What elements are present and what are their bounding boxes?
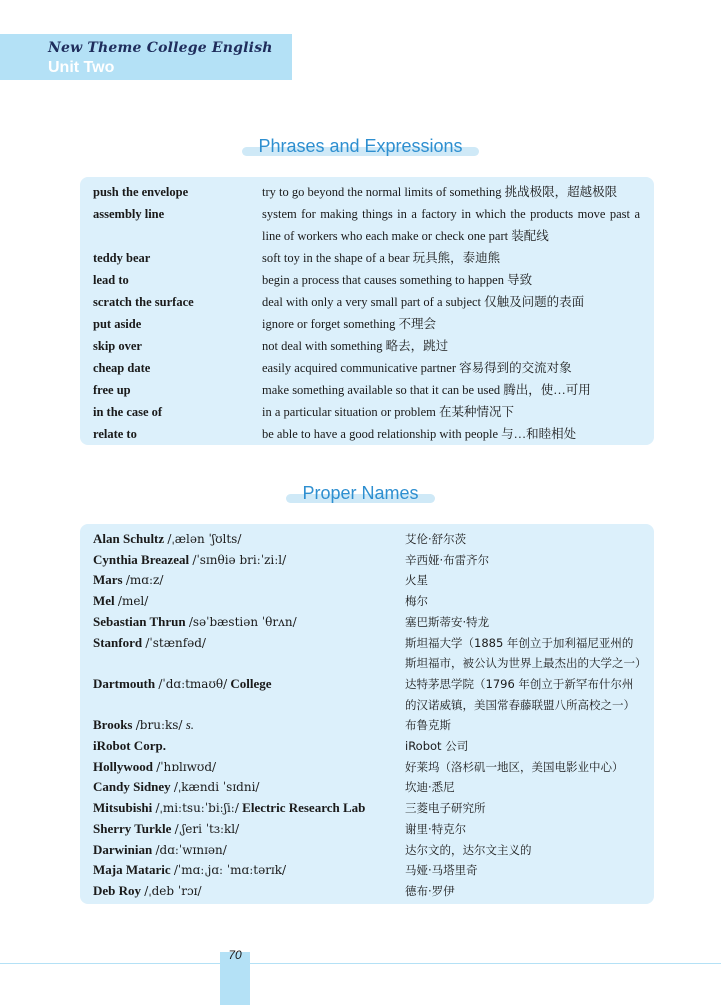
phrase-term: lead to xyxy=(93,273,129,287)
proper-name: Mel xyxy=(93,593,115,609)
phrases-heading xyxy=(0,136,721,157)
proper-name: Alan Schultz xyxy=(93,531,165,546)
proper-name-entry xyxy=(93,715,194,736)
proper-name: Sherry Turkle xyxy=(93,820,172,836)
proper-name-entry xyxy=(93,550,286,571)
chinese-translation: 三菱电子研究所 xyxy=(405,801,486,816)
proper-name-entry xyxy=(93,736,166,757)
chinese-translation: 德布·罗伊 xyxy=(405,883,455,898)
phrases-box xyxy=(80,177,654,445)
proper-name-row xyxy=(80,715,654,736)
proper-name-row xyxy=(80,881,654,902)
chinese-translation: 达尔文的，达尔文主义的 xyxy=(405,842,532,857)
pronunciation: /mɑːz/ xyxy=(125,573,164,588)
chinese-translation: 辛西娅·布雷齐尔 xyxy=(405,552,490,567)
proper-name-entry xyxy=(93,529,241,550)
phrase-row xyxy=(80,335,654,357)
phrase-term: put aside xyxy=(93,317,142,331)
abbreviation: s. xyxy=(185,717,195,733)
proper-name-row xyxy=(80,674,654,715)
proper-name-row xyxy=(80,591,654,612)
proper-name-entry xyxy=(93,757,216,778)
phrase-row xyxy=(80,357,654,379)
chinese-translation: iRobot 公司 xyxy=(405,739,469,754)
unit-title: Unit Two xyxy=(48,59,115,76)
chinese-translation: 坎迪·悉尼 xyxy=(405,780,455,795)
phrase-row xyxy=(80,291,654,313)
proper-name-row xyxy=(80,757,654,778)
pronunciation: /ˈstænfəd/ xyxy=(145,635,206,650)
phrase-term: free up xyxy=(93,383,131,397)
phrase-row xyxy=(80,269,654,291)
pronunciation: /ˈsɪnθiə briːˈziːl/ xyxy=(192,552,287,567)
book-title: New Theme College English xyxy=(48,40,273,56)
pronunciation: /dɑːˈwɪnɪən/ xyxy=(155,842,227,857)
phrase-row xyxy=(80,313,654,335)
phrase-term: push the envelope xyxy=(93,185,189,199)
phrase-definition: not deal with something 略去，跳过 xyxy=(262,339,449,353)
proper-name-entry xyxy=(93,570,163,591)
chinese-translation: 好莱坞（洛杉矶一地区，美国电影业中心） xyxy=(405,759,624,774)
pronunciation: /mel/ xyxy=(117,594,149,609)
phrase-term: scratch the surface xyxy=(93,295,194,309)
proper-name-entry xyxy=(93,840,227,861)
chinese-translation: 谢里·特克尔 xyxy=(405,821,467,836)
proper-name: Mitsubishi xyxy=(93,800,153,816)
proper-name-row xyxy=(80,798,654,819)
chinese-translation: 火星 xyxy=(405,573,428,588)
phrase-row xyxy=(80,181,654,203)
phrase-term: cheap date xyxy=(93,361,151,375)
phrase-definition: soft toy in the shape of a bear 玩具熊，泰迪熊 xyxy=(262,251,501,265)
phrase-definition: be able to have a good relationship with people 与…和睦相处 xyxy=(262,427,577,441)
phrase-definition: in a particular situation or problem 在某种情况下 xyxy=(262,405,515,419)
phrase-term: in the case of xyxy=(93,405,163,419)
proper-name: Cynthia Breazeal xyxy=(93,551,190,567)
proper-name-suffix: Electric Research Lab xyxy=(242,800,366,816)
phrase-definition: easily acquired communicative partner 容易得到的交流对象 xyxy=(262,361,572,375)
chinese-translation: 斯坦福大学（1885 年创立于加利福尼亚州的斯坦福市，被公认为世界上最杰出的大学之一） xyxy=(405,635,647,671)
pronunciation: /ˌʃeri ˈtɜːkl/ xyxy=(174,821,240,836)
proper-name: Dartmouth xyxy=(93,675,156,691)
proper-name: Hollywood xyxy=(93,758,153,774)
phrase-term: assembly line xyxy=(93,207,165,221)
proper-name: Stanford xyxy=(93,634,143,650)
proper-name-row xyxy=(80,550,654,571)
proper-name-entry xyxy=(93,591,148,612)
proper-name-entry xyxy=(93,798,365,819)
proper-names-box xyxy=(80,524,654,904)
proper-name: Maja Mataric xyxy=(93,862,171,878)
proper-name: Mars xyxy=(93,572,123,588)
phrase-definition: begin a process that causes something to happen 导致 xyxy=(262,273,533,287)
proper-name-entry xyxy=(93,777,259,798)
proper-name-row xyxy=(80,860,654,881)
proper-name: Darwinian xyxy=(93,841,153,857)
pronunciation: /ˈdɑːtmaʊθ/ xyxy=(158,676,228,691)
proper-name-row xyxy=(80,736,654,757)
proper-name: iRobot Corp. xyxy=(93,738,166,754)
proper-name-entry xyxy=(93,612,297,633)
phrase-term: teddy bear xyxy=(93,251,151,265)
pronunciation: /ˌmiːtsuːˈbiːʃiː/ xyxy=(155,801,239,816)
proper-name: Deb Roy xyxy=(93,882,142,898)
pronunciation: /ˈhɒlɪwʊd/ xyxy=(156,759,217,774)
phrases-heading-text: Phrases and Expressions xyxy=(258,136,463,156)
phrase-row xyxy=(80,401,654,423)
phrase-definition: try to go beyond the normal limits of something 挑战极限，超越极限 xyxy=(262,185,618,199)
pronunciation: /səˈbæstiən ˈθrʌn/ xyxy=(188,614,297,629)
pronunciation: /ˌdeb ˈrɔɪ/ xyxy=(144,883,202,898)
phrase-row xyxy=(80,203,654,247)
proper-name-entry xyxy=(93,819,239,840)
proper-name-row xyxy=(80,612,654,633)
proper-name: Sebastian Thrun xyxy=(93,613,186,629)
phrase-term: relate to xyxy=(93,427,137,441)
proper-names-heading xyxy=(0,483,721,504)
page-number: 70 xyxy=(228,948,242,962)
pronunciation: /ˈmɑːˌjɑː ˈmɑːtərɪk/ xyxy=(173,863,287,878)
chinese-translation: 艾伦·舒尔茨 xyxy=(405,532,467,546)
proper-name-entry xyxy=(93,674,272,695)
phrase-row xyxy=(80,423,654,445)
proper-name-row xyxy=(80,819,654,840)
chinese-translation: 布鲁克斯 xyxy=(405,718,451,733)
chinese-translation: 塞巴斯蒂安·特龙 xyxy=(405,614,490,629)
phrase-definition: ignore or forget something 不理会 xyxy=(262,317,437,331)
chinese-translation: 梅尔 xyxy=(405,594,428,609)
phrase-term: skip over xyxy=(93,339,142,353)
phrase-definition: make something available so that it can be used 腾出，使…可用 xyxy=(262,383,591,397)
footer-line xyxy=(0,963,721,964)
pronunciation: /bruːks/ xyxy=(135,718,183,733)
phrase-definition: deal with only a very small part of a subject 仅触及问题的表面 xyxy=(262,295,585,309)
phrase-row xyxy=(80,247,654,269)
proper-names-heading-text: Proper Names xyxy=(302,483,419,503)
chinese-translation: 达特茅思学院（1796 年创立于新罕布什尔州的汉诺威镇，美国常春藤联盟八所高校之一） xyxy=(405,676,635,712)
proper-name-row xyxy=(80,570,654,591)
proper-name-row xyxy=(80,529,654,550)
pronunciation: /ˌkændi ˈsɪdni/ xyxy=(173,780,260,795)
proper-name: Candy Sidney xyxy=(93,779,171,795)
proper-name: Brooks xyxy=(93,717,133,733)
proper-name-row xyxy=(80,633,654,674)
proper-name-entry xyxy=(93,860,286,881)
proper-name-suffix: College xyxy=(230,675,272,691)
pronunciation: /ˌælən ˈʃʊlts/ xyxy=(167,532,242,546)
phrase-row xyxy=(80,379,654,401)
proper-name-entry xyxy=(93,633,206,654)
chinese-translation: 马娅·马塔里奇 xyxy=(405,863,478,878)
phrase-definition: system for making things in a factory in which the products move past a line of workers who each make or check one part 装配线 xyxy=(262,207,640,243)
proper-name-row xyxy=(80,777,654,798)
proper-name-row xyxy=(80,840,654,861)
proper-name-entry xyxy=(93,881,202,902)
